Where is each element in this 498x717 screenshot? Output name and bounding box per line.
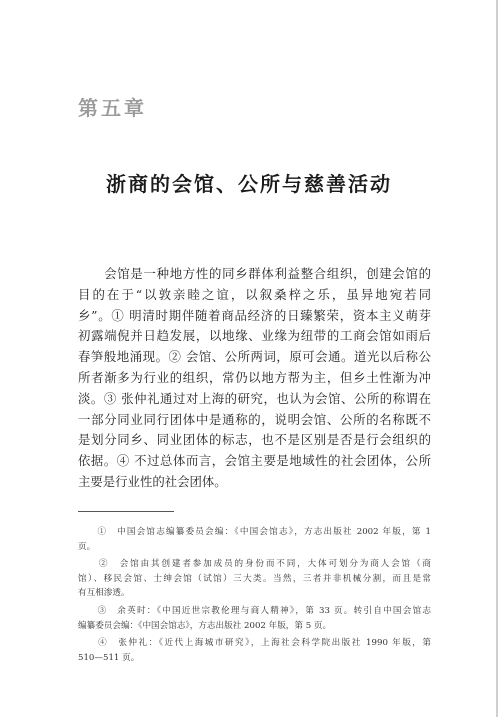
paragraph-line: 乡”。① 明清时期伴随着商品经济的日臻繁荣，资本主义萌芽 [78,307,431,323]
paragraph-line: 依据。④ 不过总体而言，会馆主要是地域性的社会团体，公所 [78,453,431,469]
footnote-line: ④ 张仲礼：《近代上海城市研究》，上海社会科学院出版社 1990 年版，第 [78,638,431,649]
footnote-line: 510—511 页。 [78,652,140,663]
paragraph-line: 主要是行业性的社会团体。 [78,473,227,489]
footnote-1 [78,525,431,554]
paragraph-line: 春笋般地涌现。② 会馆、公所两词，原可会通。道光以后称公 [78,349,431,365]
paragraph-line: 所者渐多为行业的组织，常仍以地方帮为主，但乡土性渐为冲 [78,369,431,385]
footnote-line: 有互相渗透。 [78,588,130,599]
footnote-2 [78,557,431,601]
paragraph-line: 目的在于“以敦亲睦之谊，以叙桑梓之乐，虽异地宛若同 [78,286,431,302]
paragraph-line: 会馆是一种地方性的同乡群体利益整合组织，创建会馆的 [78,266,431,281]
footnote-line: ② 会馆由其创建者参加成员的身份而不同，大体可划分为商人会馆（商 [78,559,431,570]
paragraph-line: 初露端倪并日趋发展，以地缘、业缘为纽带的工商会馆如雨后 [78,328,431,344]
footnote-line: ③ 余英时：《中国近世宗教伦理与商人精神》，第 33 页。转引自中国会馆志 [78,605,431,616]
footnote-line: ① 中国会馆志编纂委员会编：《中国会馆志》，方志出版社 2002 年版，第 1 [78,527,431,537]
paragraph-line: 是划分同乡、同业团体的标志，也不是区别是否是行会组织的 [78,432,431,448]
footnote-3 [78,604,431,633]
footnote-line: 馆）、移民会馆、士绅会馆（试馆）三大类。当然，三者并非机械分割，而且是常 [78,573,431,584]
footnote-line: 编纂委员会编：《中国会馆志》，方志出版社 2002 年版，第 5 页。 [78,620,332,631]
body-paragraph [78,264,431,493]
footnote-4 [78,636,431,665]
footnote-separator [78,511,174,512]
chapter-title: 浙商的会馆、公所与慈善活动 [106,172,392,196]
chapter-label: 第五章 [78,96,147,120]
paragraph-line: 一部分同业同行团体中是通称的，说明会馆、公所的名称既不 [78,411,431,427]
footnote-line: 页。 [78,541,96,552]
footnotes [78,525,431,668]
paragraph-line: 淡。③ 张仲礼通过对上海的研究，也认为会馆、公所的称谓在 [78,390,431,406]
